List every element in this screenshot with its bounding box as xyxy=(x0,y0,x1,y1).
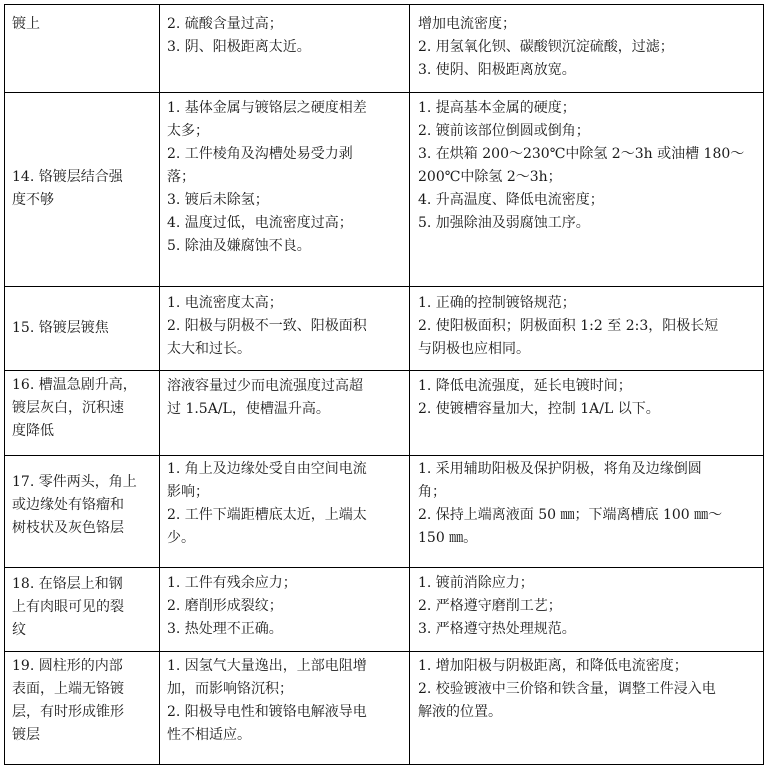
remedy-text: 1. 增加阳极与阴极距离，和降低电流密度； xyxy=(418,658,688,674)
cause-text: 2. 阳极与阴极不一致、阳极面积 xyxy=(167,318,367,334)
table-border-bottom xyxy=(4,764,764,765)
cause-text: 3. 阴、阳极距离太近。 xyxy=(167,39,311,55)
remedy-cell xyxy=(418,97,762,235)
problem-text: 19. 圆柱形的内部 xyxy=(12,658,123,674)
remedy-text: 2. 严格遵守磨削工艺； xyxy=(418,598,562,614)
row-divider xyxy=(4,370,764,371)
cause-text: 影响； xyxy=(167,484,209,500)
cause-text: 2. 阳极导电性和镀铬电解液导电 xyxy=(167,704,367,720)
problem-text: 纹 xyxy=(12,622,26,638)
cause-text: 1. 工件有残余应力； xyxy=(167,575,297,591)
cause-text: 1. 电流密度太高； xyxy=(167,295,283,311)
problem-cell xyxy=(12,374,156,443)
remedy-text: 2. 保持上端离液面 50 ㎜；下端离槽底 100 ㎜～ xyxy=(418,507,723,523)
problem-text: 或边缘处有铬瘤和 xyxy=(12,497,124,513)
remedy-text: 3. 严格遵守热处理规范。 xyxy=(418,621,576,637)
remedy-text: 与阴极也应相同。 xyxy=(418,341,530,357)
remedy-text: 2. 使镀槽容量加大，控制 1A/L 以下。 xyxy=(418,401,660,417)
cause-cell xyxy=(167,97,405,258)
problem-text: 表面，上端无铬镀 xyxy=(12,681,124,697)
problem-text: 层，有时形成锥形 xyxy=(12,704,124,720)
cause-text: 落； xyxy=(167,169,195,185)
remedy-text: 1. 提高基本金属的硬度； xyxy=(418,100,576,116)
remedy-text: 1. 正确的控制镀铬规范； xyxy=(418,295,576,311)
cause-text: 3. 热处理不正确。 xyxy=(167,621,283,637)
cause-text: 2. 磨削形成裂纹； xyxy=(167,598,283,614)
remedy-text: 解液的位置。 xyxy=(418,704,502,720)
row-divider xyxy=(4,455,764,456)
problem-text: 镀层灰白，沉积速 xyxy=(12,400,124,416)
cause-cell xyxy=(167,655,405,747)
remedy-cell xyxy=(418,375,762,421)
row-divider xyxy=(4,567,764,568)
cause-text: 2. 硫酸含量过高； xyxy=(167,16,283,32)
cause-cell xyxy=(167,375,405,421)
cause-text: 太大和过长。 xyxy=(167,341,251,357)
problem-cell xyxy=(12,655,156,747)
remedy-text: 2. 使阳极面积；阴极面积 1:2 至 2:3，阳极长短 xyxy=(418,318,719,334)
remedy-text: 1. 采用辅助阳极及保护阴极，将角及边缘倒圆 xyxy=(418,461,702,477)
remedy-cell xyxy=(418,655,762,724)
cause-text: 2. 工件棱角及沟槽处易受力剥 xyxy=(167,146,353,162)
problem-cell xyxy=(12,166,156,212)
problem-text: 镀层 xyxy=(12,727,40,743)
remedy-text: 1. 降低电流强度，延长电镀时间； xyxy=(418,378,632,394)
problem-text: 16. 槽温急剧升高， xyxy=(12,377,137,393)
problem-text: 15. 铬镀层镀焦 xyxy=(12,320,109,336)
problem-text: 树枝状及灰色铬层 xyxy=(12,520,124,536)
remedy-text: 2. 镀前该部位倒圆或倒角； xyxy=(418,123,590,139)
remedy-text: 150 ㎜。 xyxy=(418,530,478,546)
problem-text: 18. 在铬层上和钢 xyxy=(12,576,123,592)
remedy-cell xyxy=(418,458,762,550)
row-divider xyxy=(4,92,764,93)
cause-cell xyxy=(167,458,405,550)
cause-text: 性不相适应。 xyxy=(167,727,251,743)
table-border-top xyxy=(4,4,764,5)
problem-text: 镀上 xyxy=(12,16,40,32)
problem-text: 度不够 xyxy=(12,192,54,208)
remedy-text: 3. 使阴、阳极距离放宽。 xyxy=(418,62,576,78)
remedy-text: 1. 镀前消除应力； xyxy=(418,575,534,591)
row-divider xyxy=(4,286,764,287)
remedy-cell xyxy=(418,13,762,82)
cause-text: 3. 镀后未除氢； xyxy=(167,192,269,208)
remedy-text: 3. 在烘箱 200～230℃中除氢 2～3h 或油槽 180～ xyxy=(418,146,745,162)
cause-text: 少。 xyxy=(167,530,195,546)
cause-cell xyxy=(167,572,405,641)
cause-text: 溶液容量过少而电流强度过高超 xyxy=(167,378,363,394)
cause-text: 2. 工件下端距槽底太近，上端太 xyxy=(167,507,367,523)
cause-text: 1. 基体金属与镀铬层之硬度相差 xyxy=(167,100,367,116)
remedy-text: 2. 校验镀液中三价铬和铁含量，调整工件浸入电 xyxy=(418,681,716,697)
problem-text: 14. 铬镀层结合强 xyxy=(12,169,123,185)
cause-text: 5. 除油及嫌腐蚀不良。 xyxy=(167,238,311,254)
cause-cell xyxy=(167,13,405,59)
remedy-text: 角； xyxy=(418,484,446,500)
cause-text: 1. 角上及边缘处受自由空间电流 xyxy=(167,461,367,477)
problem-cell xyxy=(12,471,156,540)
cause-text: 过 1.5A/L，使槽温升高。 xyxy=(167,401,330,417)
cause-text: 太多； xyxy=(167,123,209,139)
problem-text: 17. 零件两头，角上 xyxy=(12,474,137,490)
problem-cell xyxy=(12,573,156,642)
cause-cell xyxy=(167,292,405,361)
cause-text: 1. 因氢气大量逸出，上部电阻增 xyxy=(167,658,367,674)
problem-cell xyxy=(12,317,156,340)
remedy-text: 200℃中除氢 2～3h； xyxy=(418,169,562,185)
problem-text: 上有肉眼可见的裂 xyxy=(12,599,124,615)
cause-text: 4. 温度过低，电流密度过高； xyxy=(167,215,353,231)
remedy-text: 4. 升高温度、降低电流密度； xyxy=(418,192,604,208)
problem-cell xyxy=(12,13,156,36)
cause-text: 加，而影响铬沉积； xyxy=(167,681,293,697)
remedy-text: 5. 加强除油及弱腐蚀工序。 xyxy=(418,215,590,231)
problem-text: 度降低 xyxy=(12,423,54,439)
remedy-text: 增加电流密度； xyxy=(418,16,516,32)
remedy-cell xyxy=(418,292,762,361)
remedy-text: 2. 用氢氧化钡、碳酸钡沉淀硫酸，过滤； xyxy=(418,39,674,55)
remedy-cell xyxy=(418,572,762,641)
row-divider xyxy=(4,651,764,652)
